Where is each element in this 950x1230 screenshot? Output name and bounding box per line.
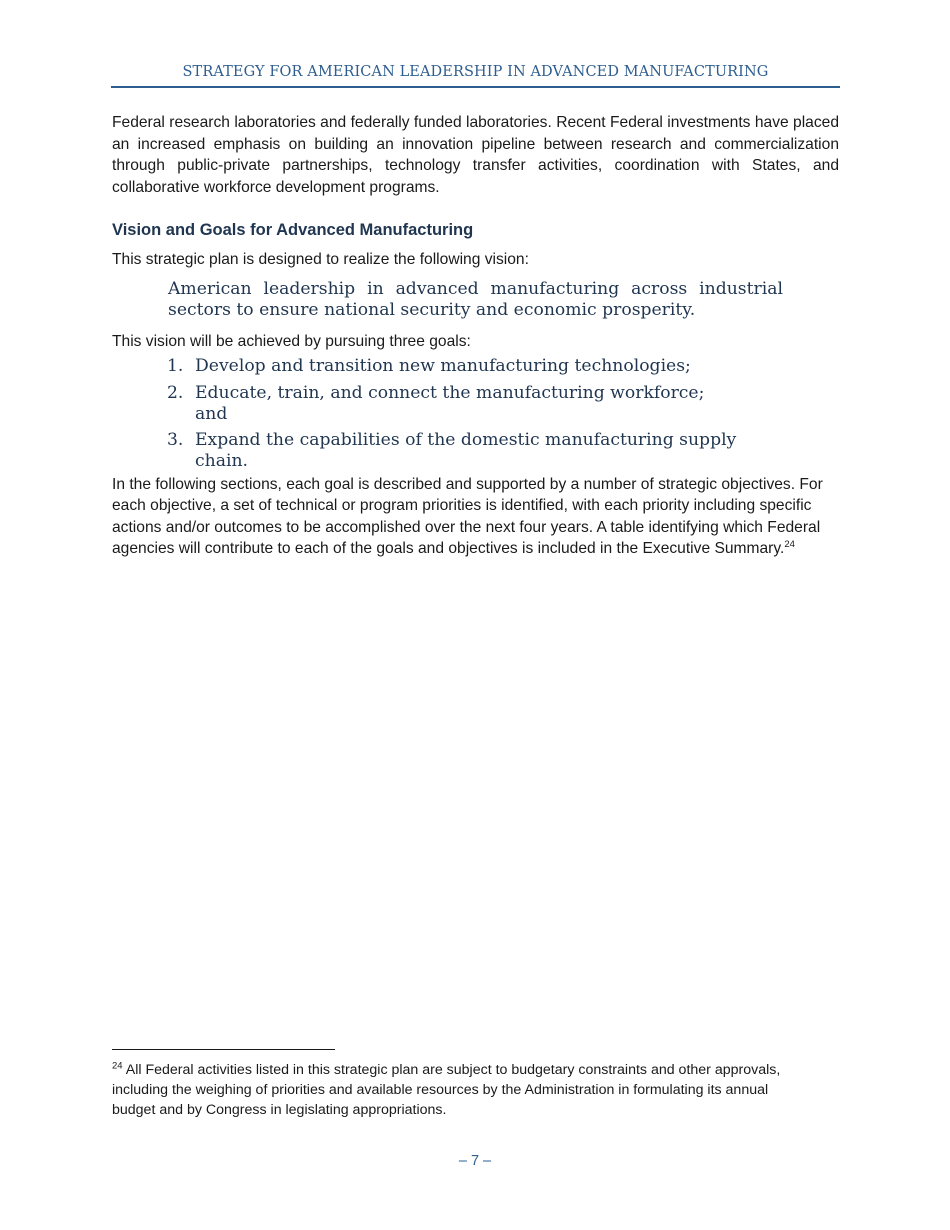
vision-lead-text: This strategic plan is designed to realize the following vision: bbox=[112, 251, 529, 268]
footnote-text: All Federal activities listed in this strategic plan are subject to budgetary constraints and other approvals, including the weighing of priorities and available resources by the Administration in formulating its annual budget and by Congress in legislating appropriations. bbox=[112, 1062, 781, 1118]
goal-number: 1. bbox=[167, 356, 184, 376]
page-body bbox=[112, 112, 839, 560]
goals-list bbox=[167, 356, 737, 472]
intro-paragraph: Federal research laboratories and federally funded laboratories. Recent Federal investments have placed an increased emphasis on building an innovation pipeline between research and commercialization through public-private partnerships, technology transfer activities, coordination with States, and collaborative workforce development programs. bbox=[112, 114, 839, 196]
goal-text: Develop and transition new manufacturing technologies; bbox=[195, 356, 691, 376]
goal-text: Educate, train, and connect the manufacturing workforce; and bbox=[195, 382, 705, 424]
goal-number: 3. bbox=[167, 430, 184, 450]
section-heading: Vision and Goals for Advanced Manufacturing bbox=[112, 221, 474, 239]
goals-lead-text: This vision will be achieved by pursuing three goals: bbox=[112, 332, 471, 350]
goal-item-1 bbox=[167, 356, 737, 377]
footnote-marker: 24 bbox=[112, 1060, 123, 1072]
vision-statement: American leadership in advanced manufacturing across industrial sectors to ensure national security and economic prosperity. bbox=[168, 278, 783, 320]
goal-item-3 bbox=[167, 430, 737, 472]
goal-item-2 bbox=[167, 383, 737, 425]
footnote-reference[interactable]: 24 bbox=[784, 538, 795, 550]
footnote bbox=[112, 1060, 812, 1120]
footnote-divider bbox=[112, 1049, 335, 1050]
goal-number: 2. bbox=[167, 382, 184, 403]
closing-paragraph bbox=[112, 474, 839, 560]
running-header: STRATEGY FOR AMERICAN LEADERSHIP IN ADVANCED MANUFACTURING bbox=[111, 64, 840, 88]
closing-paragraph-text: In the following sections, each goal is described and supported by a number of strategic objectives. For each objective, a set of technical or program priorities is identified, with each priority including specific actions and/or outcomes to be accomplished over the next four years. A table identifying which Federal agencies will contribute to each of the goals and objectives is included in the Executive Summary. bbox=[112, 475, 823, 557]
goal-text: Expand the capabilities of the domestic manufacturing supply chain. bbox=[195, 430, 737, 471]
page-number: – 7 – bbox=[458, 1153, 492, 1169]
